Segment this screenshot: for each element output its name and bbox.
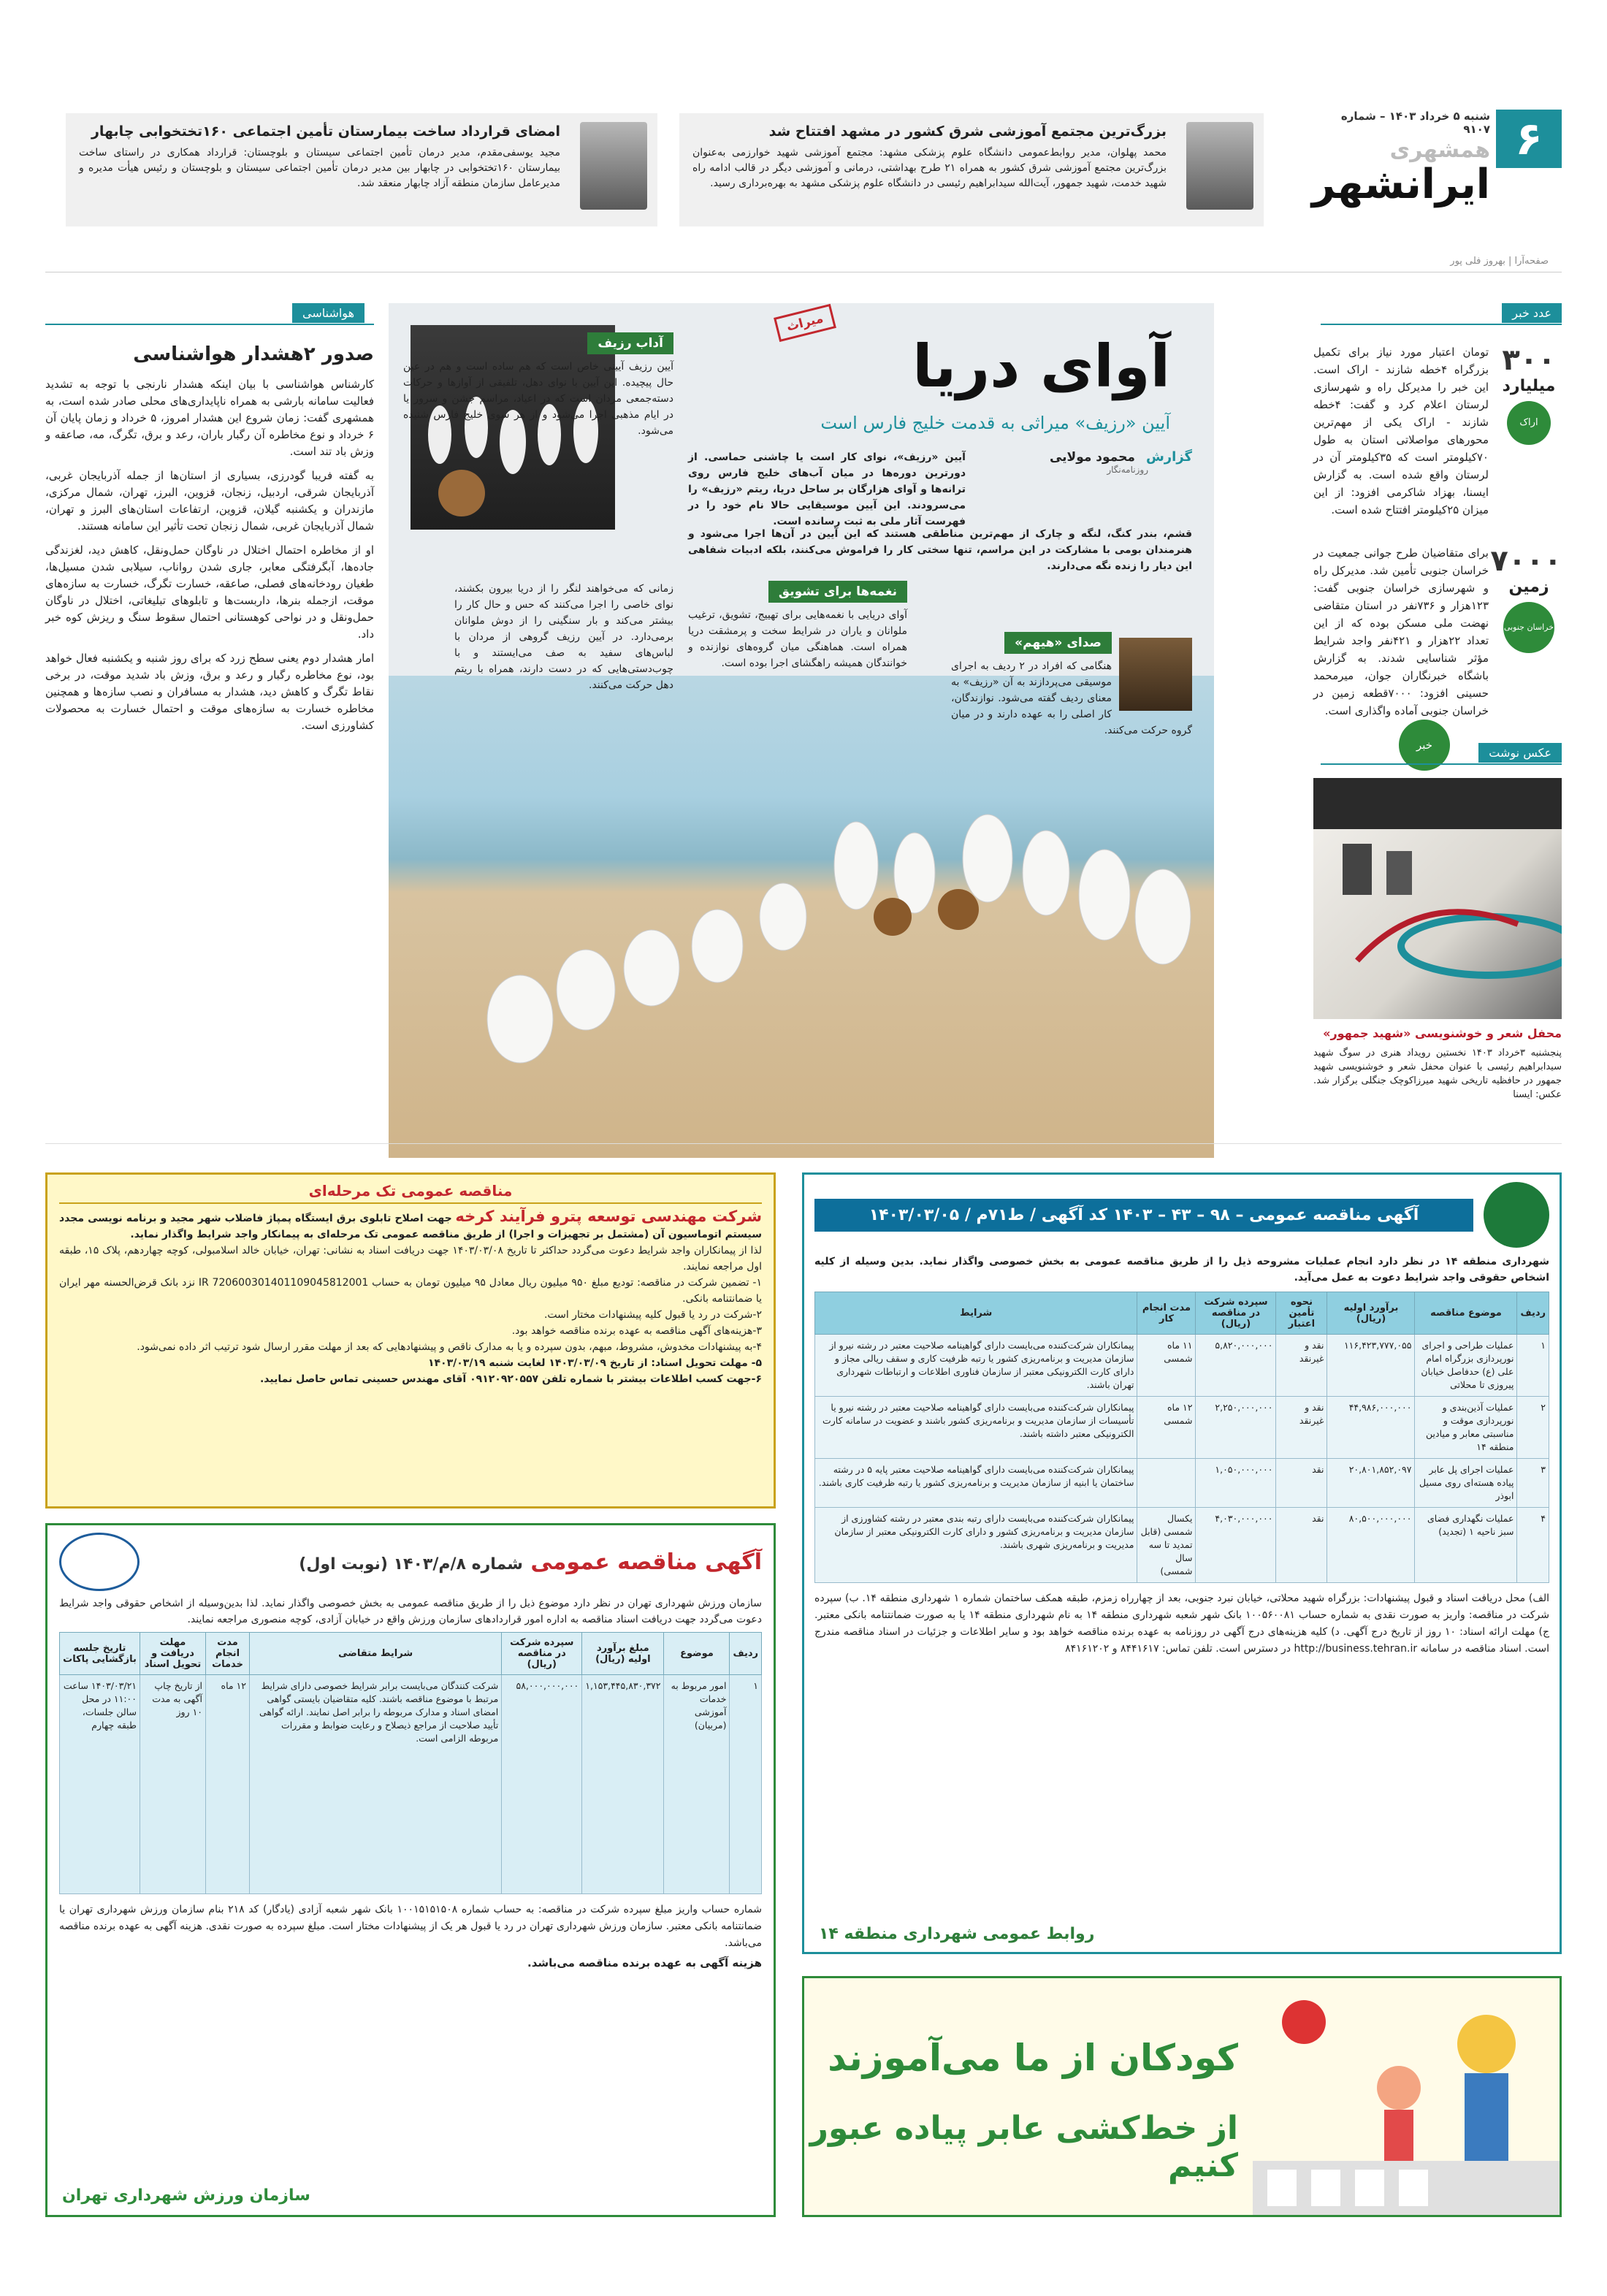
report-label: گزارش	[1145, 449, 1192, 465]
col-header: برآورد اولیه (ریال)	[1327, 1292, 1415, 1335]
ad-road-safety	[802, 1976, 1562, 2217]
table-row	[815, 1508, 1549, 1583]
tender3-number: شماره ۸/م/۱۴۰۳ (نوبت اول)	[299, 1555, 523, 1574]
drum	[938, 889, 979, 930]
section-tag-stats: عدد خبر	[1502, 303, 1562, 323]
author-role: روزنامه‌نگار	[1107, 465, 1148, 475]
performer	[760, 883, 806, 950]
ad-tender-sports	[45, 1523, 776, 2217]
date-line: شنبه ۵ خرداد ۱۴۰۳ – شماره ۹۱۰۷	[1340, 110, 1490, 136]
calligraphy-stroke	[1401, 917, 1562, 975]
cell: ۱۱۶,۴۲۳,۷۷۷,۰۵۵	[1327, 1335, 1415, 1397]
weather-paragraph: به گفته فریبا گودرزی، بسیاری از استان‌ها از جمله آذربایجان غربی، آذربایجان شرقی، اردبیل، زنجان، قزوین، البرز، تهران، شمال مرکزی، مازندران و یکشنبه گیلان، قزوین، ارتفاعات استان‌های البرز و تهران، شمال آذربایجان غربی، شمال زنجان تحت تأثیر این سامانه هستند.	[45, 469, 374, 533]
stat-block-1	[1313, 343, 1562, 519]
stat-text: تومان اعتبار مورد نیاز برای تکمیل بزرگراه ۴خطه شازند - اراک است. این خبر را مدیرکل راه و شهرسازی لرستان اعلام کرد و گفت: ۴خطه شازند - اراک یکی از مهم‌ترین محورهای مواصلاتی استان به طول ۷۰کیلومتر است که ۳۵کیلومتر آن در لرستان واقع شده است. به گزارش ایسنا، بهزاد شاکرمی افزود: از این میزان ۲۵کیلومتر افتتاح شده است.	[1313, 346, 1489, 516]
feature-subtitle: آیین «رزیف» میراثی به قدمت خلیج فارس است	[820, 413, 1170, 433]
musician-photo	[1119, 638, 1192, 711]
col-header: ردیف	[730, 1633, 762, 1675]
author-box	[973, 449, 1192, 475]
cell: عملیات اجرای پل عابر پیاده هسته‌ای روی مسیل ابوذر	[1415, 1459, 1517, 1508]
cell: پیمانکاران شرکت‌کننده می‌بایست دارای گواهینامه صلاحیت معتبر در رشته نیرو از سازمان مدیریت و برنامه‌ریزی کشور یا رتبه ظرفیت کاری و سقف ریالی مجاز و دارای کارت الکترونیکی معتبر از سازمان فناوری اطلاعات و ارتباطات شهرداری تهران باشند.	[815, 1335, 1137, 1397]
tender2-item: ۴-به پیشنهادات مخدوش، مشروط، مبهم، بدون سپرده و یا به مدارک ناقص و پیشنهادهایی که بعد از مهلت مقرر ارسال شود ترتیب اثر داده نمی‌شود.	[137, 1341, 762, 1353]
avatar	[1186, 122, 1253, 210]
cell: ۳	[1517, 1459, 1549, 1508]
tender2-company: شرکت مهندسی توسعه پترو فرآیند کرخه	[455, 1208, 762, 1225]
tender-table	[814, 1292, 1549, 1583]
page-number: ۶	[1496, 110, 1562, 168]
drum	[438, 470, 485, 516]
top-news-1	[679, 113, 1264, 226]
tender3-body: شماره حساب واریز مبلغ سپرده شرکت در مناقصه: به حساب شماره ۱۰۰۱۵۱۵۱۵۰۸ بانک شهر شعبه آزادی (یادگار) کد ۲۱۸ بنام سازمان ورزش شهرداری تهران یا ضمانتنامه بانکی معتبر. سازمان ورزش شهرداری تهران در رد یا قبول هر یک از پیشنهادات مختار است. مبلغ سپرده به صورت نقدی. هزینه آگهی به عهده برنده مناقصه می‌باشد.	[59, 1904, 763, 1949]
tender2-item: ۲-شرکت در رد یا قبول کلیه پیشنهادات مختار است.	[543, 1309, 762, 1321]
cell: ۱	[730, 1675, 762, 1894]
cell: عملیات آذین‌بندی و نورپردازی موقت و مناسبتی معابر و میادین منطقه ۱۴	[1415, 1397, 1517, 1459]
ink-bottle	[1386, 851, 1412, 895]
news-body: محمد پهلوان، مدیر روابط‌عمومی دانشگاه علوم پزشکی مشهد: مجتمع آموزشی شهید خوارزمی به‌عنوان بزرگ‌ترین مجتمع آموزشی شرق کشور به همراه ۲۱ طرح بهداشتی، درمانی و آموزشی دیگر در قالب ادامه راه شهید خدمت، شهید جمهور، آیت‌الله سیدابراهیم رئیسی در دانشگاه علوم پزشکی مشهد به بهره‌برداری رسید.	[692, 147, 1167, 189]
performers-illustration	[389, 676, 1214, 1158]
crosswalk-stripe	[1267, 2170, 1297, 2206]
photo-top-shadow	[1313, 778, 1562, 829]
weather-paragraph: کارشناس هواشناسی با بیان اینکه هشدار نارنجی با توجه به تشدید فعالیت سامانه بارشی به همراه ناپایداری‌های محلی صادر شده است، به همشهری گفت: زمان شروع این هشدار امروز، ۵ خرداد و زمان پایان آن ۶ خرداد و نوع مخاطره آن رگبار باران، رعد و برق، تگرگ، مه، صاعقه و وزش باد تند است.	[45, 378, 374, 458]
weather-divider	[45, 324, 374, 325]
feature-lead: قشم، بندر کنگ، لنگه و چارک از مهم‌ترین مناطقی هستند که این آیین در آن‌ها اجرا می‌شود و هنرمندان بومی با مشارکت در این مراسم، تنها سختی کار را فراموش می‌کنند، بلکه ادبیات شفاهی این دیار را زنده نگه می‌دارند.	[688, 528, 1192, 572]
tender2-item: لذا از پیمانکاران واجد شرایط دعوت می‌گردد حداکثر تا تاریخ ۱۴۰۳/۰۳/۰۸ جهت دریافت اسناد به نشانی: تهران، خیابان خالد اسلامبولی، کوچه چهاردهم، پلاک ۱۵، طبقه اول مراجعه نمایند.	[59, 1245, 762, 1273]
section-tag-photo: عکس نوشت	[1478, 743, 1562, 763]
performer	[963, 815, 1012, 902]
cell: ۲,۲۵۰,۰۰۰,۰۰۰	[1196, 1397, 1276, 1459]
cell: ۴۴,۹۸۶,۰۰۰,۰۰۰	[1327, 1397, 1415, 1459]
ad-tender-municipality	[802, 1172, 1562, 1954]
cell: ۱,۰۵۰,۰۰۰,۰۰۰	[1196, 1459, 1276, 1508]
cell: عملیات طراحی و اجرای نورپردازی بزرگراه امام علی (ع) حدفاصل خیابان پیروزی تا محلاتی	[1415, 1335, 1517, 1397]
stat-number: ۳۰۰	[1502, 343, 1556, 377]
col-header: مدت انجام خدمات	[206, 1633, 250, 1675]
tender-intro: شهرداری منطقه ۱۴ در نظر دارد انجام عملیات مشروحه ذیل را از طریق مناقصه عمومی به بخش خصوصی واگذار نماید. بدین وسیله از کلیه اشخاص حقوقی واجد شرایط دعوت به عمل می‌آید.	[814, 1256, 1549, 1284]
col-header: مدت انجام کار	[1137, 1292, 1196, 1335]
news-title: امضای قرارداد ساخت بیمارستان تأمین اجتماعی ۱۶۰تختخوابی چابهار	[91, 123, 560, 140]
cell: ۱	[1517, 1335, 1549, 1397]
cell: ۴,۰۳۰,۰۰۰,۰۰۰	[1196, 1508, 1276, 1583]
tender3-title-wrap	[299, 1549, 762, 1575]
heritage-stamp: میراث	[774, 304, 836, 342]
stat-unit: زمین	[1508, 578, 1549, 596]
cell: یکسال شمسی (قابل تمدید تا سه سال شمسی)	[1137, 1508, 1196, 1583]
box-title: صدای «هیهم»	[1004, 632, 1112, 654]
table-header-row	[815, 1292, 1549, 1335]
brand-top: همشهری	[1389, 137, 1490, 163]
stat-text: برای متقاضیان طرح جوانی جمعیت در خراسان جنوبی تأمین شد. مدیرکل راه و شهرسازی خراسان جنوبی گفت: ۱۲۳هزار و ۷۳۶نفر در استان متقاضی نهضت ملی مسکن بوده که از این تعداد ۲۲هزار و ۴۲۱نفر واجد شرایط مؤثر شناسایی شدند. به گزارش باشگاه خبرنگاران جوان، میرمحمد حسینی افزود: ۷۰۰۰قطعه زمین در خراسان جنوبی آماده واگذاری است.	[1313, 546, 1489, 717]
beach-photo	[389, 676, 1214, 1158]
tender2-item: ۳-هزینه‌های آگهی مناقصه به عهده برنده مناقصه خواهد بود.	[511, 1325, 762, 1337]
table-header-row	[60, 1633, 762, 1675]
feature-title: آوای دریا	[912, 332, 1170, 400]
cell: ۸۰,۵۰۰,۰۰۰,۰۰۰	[1327, 1508, 1415, 1583]
adult-body	[1465, 2073, 1508, 2161]
cell: ۱۲ ماه شمسی	[1137, 1397, 1196, 1459]
performer	[624, 930, 679, 1006]
stat-number: ۷۰۰۰	[1490, 544, 1562, 578]
box-text: هنگامی که افراد در ۲ ردیف به اجرای موسیقی می‌پردازند به آن «رزیف» به معنای ردیف گفته می‌شود. نوازندگان، کار اصلی را به عهده دارند و در میان گروه حرکت می‌کنند.	[951, 660, 1192, 736]
calligraphy-illustration	[1313, 778, 1562, 1019]
cell: ۲	[1517, 1397, 1549, 1459]
tender2-item: ۶-جهت کسب اطلاعات بیشتر با شماره تلفن ۰۹۱۲۰۹۲۰۵۵۷ آقای مهندس حسینی تماس حاصل نمایید.	[259, 1373, 762, 1385]
photo-divider	[1321, 763, 1562, 765]
ads-divider	[45, 1143, 1562, 1144]
stats-divider	[1321, 324, 1562, 325]
stat-badge: اراک	[1507, 401, 1551, 445]
avatar	[580, 122, 647, 210]
tender2-title: جهت اصلاح تابلوی برق ایستگاه پمپاژ فاضلاب شهر مجید و برنامه نویسی مجدد سیستم اتوماسیون آن (مشتمل بر تجهیزات و اجرا) از طریق مناقصه عمومی تک مرحله‌ای به پیمانکار واجد شرایط واگذار نماید.	[59, 1213, 762, 1240]
performer	[1079, 850, 1130, 940]
safety-line-1: کودکان از ما می‌آموزند	[828, 2037, 1238, 2079]
ink-bottle	[1343, 844, 1372, 895]
tender3-table	[59, 1632, 762, 1894]
feature-panel	[389, 303, 1214, 1158]
cell: ۱,۱۵۳,۴۴۵,۸۳۰,۳۷۲	[582, 1675, 664, 1894]
photo-news-badge: خبر	[1399, 720, 1450, 771]
performer	[1135, 869, 1191, 964]
tender3-intro: سازمان ورزش شهرداری تهران در نظر دارد موضوع ذیل را از طریق مناقصه عمومی به بخش خصوصی واگذار نماید. لذا بدین‌وسیله از اشخاص حقوقی واجد شرایط دعوت می‌گردد جهت دریافت اسناد مناقصه به اداره امور قراردادهای سازمان ورزش واقع در خیابان آزادی، کوچه منصوری مراجعه نمایند.	[59, 1598, 762, 1625]
cell: امور مربوط به خدمات آموزشی (مربیان)	[664, 1675, 730, 1894]
col-header: سپرده شرکت در مناقصه (ریال)	[1196, 1292, 1276, 1335]
stat-badge: خراسان جنوبی	[1503, 602, 1554, 653]
news-title: بزرگ‌ترین مجتمع آموزشی شرق کشور در مشهد افتتاح شد	[768, 123, 1167, 140]
author-name: محمود مولایی	[1049, 450, 1135, 465]
feature-column: زمانی که می‌خواهند لنگر را از دریا بیرون بکشند، نوای خاصی را اجرا می‌کنند که حس و حال کار را بیشتر می‌کند و بار سنگینی را از دوش ملوانان برمی‌دارد. در آیین رزیف گروهی از مردان با لباس‌های سفید به صف می‌ایستند و با چوب‌دستی‌هایی که در دست دارند، همراه با ریتم دهل حرکت می‌کنند.	[454, 583, 673, 691]
cell: نقد و غیرنقد	[1276, 1397, 1327, 1459]
section-tag-weather: هواشناسی	[292, 303, 364, 323]
adult-figure	[1457, 2015, 1516, 2073]
performer	[834, 822, 878, 909]
traffic-sign	[1282, 2000, 1326, 2044]
cell: ۱۱ ماه شمسی	[1137, 1335, 1196, 1397]
cell: ۲۰,۸۰۱,۸۵۲,۰۹۷	[1327, 1459, 1415, 1508]
table-row	[815, 1459, 1549, 1508]
brand-main: ایرانشهر	[1311, 161, 1490, 208]
feature-box-1	[403, 332, 673, 439]
col-header: مهلت دریافت و تحویل اسناد	[140, 1633, 206, 1675]
col-header: ردیف	[1517, 1292, 1549, 1335]
cell	[1137, 1459, 1196, 1508]
col-header: شرایط	[815, 1292, 1137, 1335]
tender-signature: روابط عمومی شهرداری منطقه ۱۴	[819, 1925, 1095, 1943]
weather-paragraph: او از مخاطره احتمال اختلال در ناوگان حمل‌ونقل، کاهش دید، لغزندگی جاده‌ها، آبگرفتگی معابر، جاری شدن رواناب، سیلابی شدن مسیل‌ها، طغیان رودخانه‌های فصلی، صاعقه، خسارت تگرگ، خسارت به سازه‌های موقت، ازجمله بنرها، داربست‌ها و تابلوهای تبلیغاتی، اختلال در ناوگان حمل‌ونقل و در نواحی کوهستانی احتمال سقوط سنگ و ریزش کوه خبر داد.	[45, 544, 374, 641]
feature-intro: آیین «رزیف»، نوای کار است یا چاشنی حماسی. از دورترین دوره‌ها در میان آب‌های خلیج فارس روی ترانه‌ها و آوای هزارگان بر ساحل دریا، ریتم «رزیف» را می‌سرودند. این آیین موسیقایی حالا نام خود را در فهرست آثار ملی به ثبت رسانده است.	[688, 451, 966, 527]
photo-caption: پنجشنبه ۳خرداد ۱۴۰۳ نخستین رویداد هنری در سوگ شهید سیدابراهیم رئیسی با عنوان محفل شعر و خوشنویسی شهید جمهور در حافظیه تاریخی شهید میرزاکوچک جنگلی برگزار شد. عکس: ایسنا	[1313, 1048, 1562, 1100]
feature-box-3	[951, 632, 1192, 739]
col-header: مبلغ برآورد اولیه (ریال)	[582, 1633, 664, 1675]
col-header: موضوع	[664, 1633, 730, 1675]
cell: ۵۸,۰۰۰,۰۰۰,۰۰۰	[502, 1675, 582, 1894]
children-crossing-illustration	[1253, 1978, 1560, 2215]
cell: نقد	[1276, 1508, 1327, 1583]
cell: پیمانکاران شرکت‌کننده می‌بایست دارای گواهینامه صلاحیت معتبر در رشته نیرو یا تأسیسات از سازمان مدیریت و برنامه‌ریزی کشور باشند و عضویت در سامانه کارت الکترونیکی معتبر داشته باشند.	[815, 1397, 1137, 1459]
performer	[692, 909, 743, 983]
box-text: آیین رزیف آیینی خاص است که هم ساده است و هم در عین حال پیچیده. این آیین با نوای دهل، تلفیقی از آوازها و حرکات دسته‌جمعی مردان است که در اعیاد، مراسم جشن و سرور یا در ایام مذهبی اجرا می‌شود و از هر سوی خلیج فارس شنیده می‌شود.	[403, 361, 673, 437]
performer	[1023, 831, 1069, 915]
col-header: تاریخ جلسه بازگشایی پاکات	[60, 1633, 140, 1675]
photo-title: محفل شعر و خوشنویسی «شهید جمهور»	[1323, 1026, 1562, 1040]
cell: ۱۲ ماه	[206, 1675, 250, 1894]
stat-block-2	[1313, 544, 1562, 720]
weather-title: صدور ۲هشدار هواشناسی	[133, 343, 374, 365]
cell: نقد	[1276, 1459, 1327, 1508]
col-header: نحوه تأمین اعتبار	[1276, 1292, 1327, 1335]
tender3-title: آگهی مناقصه عمومی	[530, 1549, 762, 1575]
crosswalk-stripe	[1355, 2170, 1384, 2206]
cell: نقد و غیرنقد	[1276, 1335, 1327, 1397]
tender2-header: مناقصه عمومی تک مرحله‌ای	[59, 1182, 762, 1204]
col-header: شرایط متقاضی	[250, 1633, 502, 1675]
performer	[557, 950, 615, 1030]
cell: ۵,۸۲۰,۰۰۰,۰۰۰	[1196, 1335, 1276, 1397]
tender-header-bar: آگهی مناقصه عمومی – ۹۸ – ۴۳ – ۱۴۰۳ کد آگهی / ط۷۱م / ۱۴۰۳/۰۳/۰۵	[814, 1199, 1473, 1232]
child-body	[1384, 2110, 1413, 2161]
table-row	[815, 1397, 1549, 1459]
stat-unit: میلیارد	[1502, 377, 1556, 395]
tender2-item: ۵- مهلت تحویل اسناد: از تاریخ ۱۴۰۳/۰۳/۰۹ لغایت شنبه ۱۴۰۳/۰۳/۱۹	[427, 1357, 762, 1369]
tender-body: الف) محل دریافت اسناد و قبول پیشنهادات: بزرگراه شهید محلاتی، خیابان نبرد جنوبی، بعد از چهارراه زمزم، طبقه همکف ساختمان شماره ۱ شهرداری منطقه ۱۴. ب) سپرده شرکت در مناقصه: واریز به صورت نقدی به شماره حساب ۱۰۰۵۶۰۰۸۱ بانک شهر شعبه شهرداری منطقه ۱۴ به نام شهرداری منطقه ۱۴ یا به صورت ضمانتنامه بانکی معتبر. ج) مهلت ارائه اسناد: ۱۰ روز از تاریخ درج آگهی. د) کلیه هزینه‌های درج آگهی در روزنامه به عهده برنده مناقصه خواهد بود و سایر اطلاعات و جزئیات در اسناد مناقصه مندرج است. اسناد مناقصه در سامانه http://business.tehran.ir در دسترس است. تلفن تماس: ۸۴۴۱۶۱۷ و ۸۴۱۶۱۲۰۲	[814, 1593, 1550, 1655]
cell: پیمانکاران شرکت‌کننده می‌بایست دارای رتبه بندی معتبر در رشته کشاورزی از سازمان مدیریت و برنامه‌ریزی کشور و دارای کارت الکترونیکی معتبر از سازمان مدیریت و برنامه‌ریزی شهری باشند.	[815, 1508, 1137, 1583]
box-text: آوای دریایی با نغمه‌هایی برای تهییج، تشویق، ترغیب ملوانان و یاران در شرایط سخت و پرمشقت دریا همراه است. هماهنگی میان گروه‌های نوازنده و خوانندگان همیشه راهگشای اجرا بوده است.	[688, 609, 907, 669]
table-row	[60, 1675, 762, 1894]
crosswalk-stripe	[1399, 2170, 1428, 2206]
cell: عملیات نگهداری فضای سبز ناحیه ۱ (تجدید)	[1415, 1508, 1517, 1583]
col-header: سپرده شرکت در مناقصه (ریال)	[502, 1633, 582, 1675]
sports-org-logo	[59, 1533, 140, 1591]
crosswalk-stripe	[1311, 2170, 1340, 2206]
cell: ۴	[1517, 1508, 1549, 1583]
child-figure	[1377, 2066, 1421, 2110]
tender3-signature: سازمان ورزش شهرداری تهران	[62, 2186, 310, 2205]
calligraphy-photo	[1313, 778, 1562, 1019]
municipality-logo	[1484, 1182, 1549, 1248]
col-header: موضوع مناقصه	[1415, 1292, 1517, 1335]
cell: ۱۴۰۳/۰۳/۲۱ ساعت ۱۱:۰۰ در محل سالن جلسات، طبقه چهارم	[60, 1675, 140, 1894]
safety-line-2: از خط‌کشی عابر پیاده عبور کنیم	[809, 2110, 1238, 2184]
box-title: نغمه‌ها برای تشویق	[768, 581, 907, 603]
news-body: مجید یوسفی‌مقدم، مدیر درمان تأمین اجتماعی سیستان و بلوچستان: قرارداد همکاری در راستای ساخت بیمارستان ۱۶۰تختخوابی در چابهار بین مدیر درمان تأمین اجتماعی سیستان و بلوچستان و رئیس هیأت مدیره و مدیرعامل سازمان منطقه آزاد چابهار منعقد شد.	[79, 147, 560, 189]
performer	[487, 975, 553, 1063]
drum	[874, 898, 912, 936]
table-row	[815, 1335, 1549, 1397]
masthead-subline: صفحه‌آرا | بهروز فلی پور	[1450, 256, 1549, 267]
box-title: آداب رزیف	[587, 332, 673, 354]
cell: از تاریخ چاپ آگهی به مدت ۱۰ روز	[140, 1675, 206, 1894]
top-news-2	[66, 113, 657, 226]
cell: شرکت کنندگان می‌بایست برابر شرایط خصوصی دارای شرایط مرتبط با موضوع مناقصه باشند. کلیه متقاضیان بایستی گواهی امضای اسناد و مدارک مربوطه را برابر اصل نمایند. ارائه گواهی تأیید صلاحیت از مراجع ذیصلاح و رعایت ضوابط و مقررات مربوطه الزامی است.	[250, 1675, 502, 1894]
masthead-brand	[1311, 110, 1490, 208]
tender2-intro	[59, 1208, 762, 1243]
tender3-footer-note: هزینه آگهی به عهده برنده مناقصه می‌باشد.	[527, 1956, 762, 1969]
weather-body	[45, 376, 374, 734]
feature-box-2	[688, 581, 907, 671]
cell: پیمانکاران شرکت‌کننده می‌بایست دارای گواهینامه صلاحیت معتبر پایه ۵ در رشته ساختمان یا ابنیه از سازمان مدیریت و برنامه‌ریزی کشور یا رتبه ظرفیت کاری باشند.	[815, 1459, 1137, 1508]
ad-tender-karkheh	[45, 1172, 776, 1509]
tender2-item: ۱- تضمین شرکت در مناقصه: تودیع مبلغ ۹۵۰ میلیون ریال معادل ۹۵ میلیون تومان به حساب IR 720600301401109045812001 نزد بانک قرض‌الحسنه مهر ایران یا ضمانتنامه بانکی.	[59, 1277, 762, 1305]
weather-paragraph: امار هشدار دوم یعنی سطح زرد که برای روز شنبه و یکشنبه فعال خواهد بود، نوع مخاطره رگبار و رعد و برق، وزش باد شدید موقت، در برخی نقاط تگرگ و کاهش دید، هشدار به مسافران و نصب سازه‌ها و همچنین مخاطره خسارت به سازه‌های موقت و احتمال خسارت به محصولات کشاورزی است.	[45, 652, 374, 732]
